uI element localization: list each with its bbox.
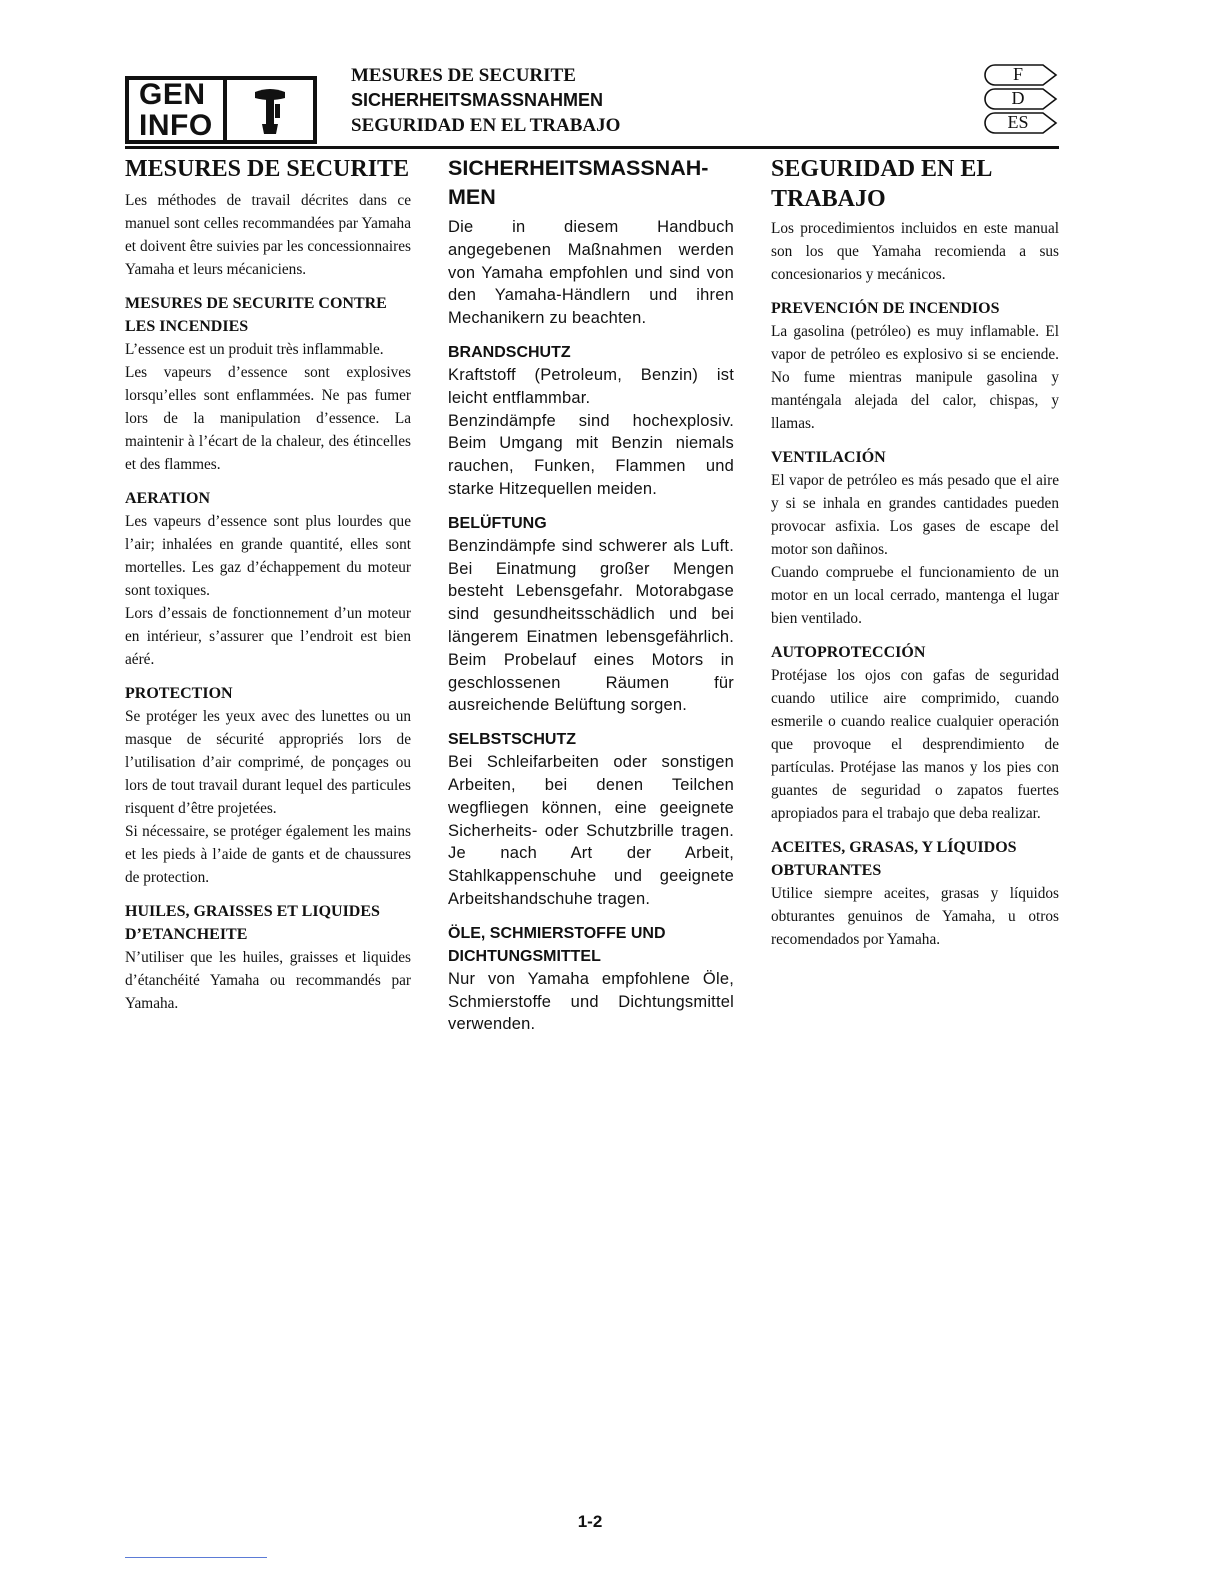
paragraph: Les vapeurs d’essence sont plus lourdes que l’air; inhalées en grande quantité, elles sont mortelles. Les gaz d’échappement du moteur sont toxiques. xyxy=(125,513,411,599)
heading-ventilation-fr: AERATION xyxy=(125,490,211,507)
paragraph: La gasolina (petróleo) es muy inflamable. El vapor de petróleo es explosivo si se enciende. No fume mientras manipule gasolina y manténgala alejada del calor, chispas, y llamas. xyxy=(771,323,1059,432)
section-title-de: SICHERHEITSMASSNAH-MEN xyxy=(448,156,709,209)
paragraph: Nur von Yamaha empfohlene Öle, Schmierstoffe und Dichtungsmittel verwenden. xyxy=(448,969,734,1034)
heading-oils-fr: HUILES, GRAISSES ET LIQUIDES D’ETANCHEITE xyxy=(125,903,380,943)
language-tag-d xyxy=(983,87,1059,111)
column-german xyxy=(448,152,734,1036)
heading-ventilation-de: BELÜFTUNG xyxy=(448,514,547,532)
badge-line-info: INFO xyxy=(139,109,213,142)
language-tag-d-label: D xyxy=(1011,88,1025,108)
paragraph: Si nécessaire, se protéger également les mains et les pieds à l’aide de gants et de chaussures de protection. xyxy=(125,823,411,886)
outboard-motor-icon xyxy=(227,80,313,140)
header-title-es: SEGURIDAD EN EL TRABAJO xyxy=(351,115,621,136)
paragraph: Lors d’essais de fonctionnement d’un moteur en intérieur, s’assurer que l’endroit est bien aéré. xyxy=(125,605,411,668)
intro-de: Die in diesem Handbuch angegebenen Maßnahmen werden von Yamaha empfohlen und sind von den Yamaha-Händlern und ihren Mechanikern zu beachten. xyxy=(448,218,734,328)
paragraph: Protéjase los ojos con gafas de seguridad cuando utilice aire comprimido, cuando esmerile o cuando realice cualquier operación que provoque el desprendimiento de partículas. Protéjase las manos y los pies con guantes de seguridad o zapatos fuertes apropiados para el trabajo que deba realizar. xyxy=(771,667,1059,822)
page-number: 1-2 xyxy=(577,1512,603,1531)
section-title-es: SEGURIDAD EN EL TRABAJO xyxy=(771,156,992,212)
header-titles xyxy=(351,63,620,138)
column-spanish xyxy=(771,152,1059,951)
paragraph: N’utiliser que les huiles, graisses et liquides d’étanchéité Yamaha ou recommandés par Yamaha. xyxy=(125,949,411,1012)
heading-protection-fr: PROTECTION xyxy=(125,685,233,702)
heading-ventilation-es: VENTILACIÓN xyxy=(771,449,886,466)
column-french xyxy=(125,152,411,1015)
language-tags xyxy=(983,63,1059,135)
footer-link-underline xyxy=(125,1557,267,1558)
heading-fire-es: PREVENCIÓN DE INCENDIOS xyxy=(771,300,1000,317)
heading-protection-es: AUTOPROTECCIÓN xyxy=(771,644,926,661)
paragraph: Les vapeurs d’essence sont explosives lorsqu’elles sont enflammées. Ne pas fumer lors de la manipulation d’essence. La maintenir à l’écart de la chaleur, des étincelles et des flammes. xyxy=(125,364,411,473)
intro-es: Los procedimientos incluidos en este manual son los que Yamaha recomienda a sus concesionarios y mecánicos. xyxy=(771,220,1059,283)
heading-fire-de: BRANDSCHUTZ xyxy=(448,343,571,361)
paragraph: Kraftstoff (Petroleum, Benzin) ist leicht entflammbar. xyxy=(448,365,734,407)
section-title-fr: MESURES DE SECURITE xyxy=(125,156,410,182)
paragraph: Benzindämpfe sind schwerer als Luft. Bei Einatmung großer Mengen besteht Lebensgefahr. Motorabgase sind gesundheitsschädlich und bei längerem Einatmen lebensgefährlich. Beim Probelauf eines Motors in geschlossenen Räumen für ausreichende Belüftung sorgen. xyxy=(448,536,734,715)
header-title-fr: MESURES DE SECURITE xyxy=(351,65,576,86)
paragraph: Cuando compruebe el funcionamiento de un motor en un local cerrado, mantenga el lugar bien ventilado. xyxy=(771,564,1059,627)
gen-info-badge xyxy=(125,76,317,144)
language-tag-f xyxy=(983,63,1059,87)
language-tag-es-label: ES xyxy=(1007,112,1029,132)
paragraph: L’essence est un produit très inflammable. xyxy=(125,341,384,358)
language-tag-f-label: F xyxy=(1012,64,1023,84)
intro-fr: Les méthodes de travail décrites dans ce manuel sont celles recommandées par Yamaha et doivent être suivies par les concessionnaires Yamaha et leurs mécaniciens. xyxy=(125,192,411,278)
paragraph: El vapor de petróleo es más pesado que el aire y si se inhala en grandes cantidades pueden provocar asfixia. Los gases de escape del motor son dañinos. xyxy=(771,472,1059,558)
badge-line-gen: GEN xyxy=(139,78,206,111)
heading-oils-de: ÖLE, SCHMIERSTOFFE UND DICHTUNGSMITTEL xyxy=(448,924,666,965)
paragraph: Se protéger les yeux avec des lunettes ou un masque de sécurité appropriés lors de l’utilisation d’air comprimé, de ponçages ou lors de tout travail durant lequel des particules risquent d’être projetées. xyxy=(125,708,411,817)
badge-label xyxy=(129,80,227,140)
heading-oils-es: ACEITES, GRASAS, Y LÍQUIDOS OBTURANTES xyxy=(771,839,1017,879)
heading-protection-de: SELBSTSCHUTZ xyxy=(448,731,576,749)
header-title-de: SICHERHEITSMASSNAHMEN xyxy=(351,90,604,110)
language-tag-es xyxy=(983,111,1059,135)
paragraph: Utilice siempre aceites, grasas y líquidos obturantes genuinos de Yamaha, u otros recomendados por Yamaha. xyxy=(771,885,1059,948)
paragraph: Benzindämpfe sind hochexplosiv. Beim Umgang mit Benzin niemals rauchen, Funken, Flammen und starke Hitzequellen meiden. xyxy=(448,411,734,498)
header-rule xyxy=(125,146,1059,149)
paragraph: Bei Schleifarbeiten oder sonstigen Arbeiten, bei denen Teilchen wegfliegen können, eine geeignete Sicherheits- oder Schutzbrille tragen. Je nach Art der Arbeit, Stahlkappenschuhe und geeignete Arbeitshandschuhe tragen. xyxy=(448,753,734,908)
heading-fire-fr: MESURES DE SECURITE CONTRE LES INCENDIES xyxy=(125,295,387,335)
